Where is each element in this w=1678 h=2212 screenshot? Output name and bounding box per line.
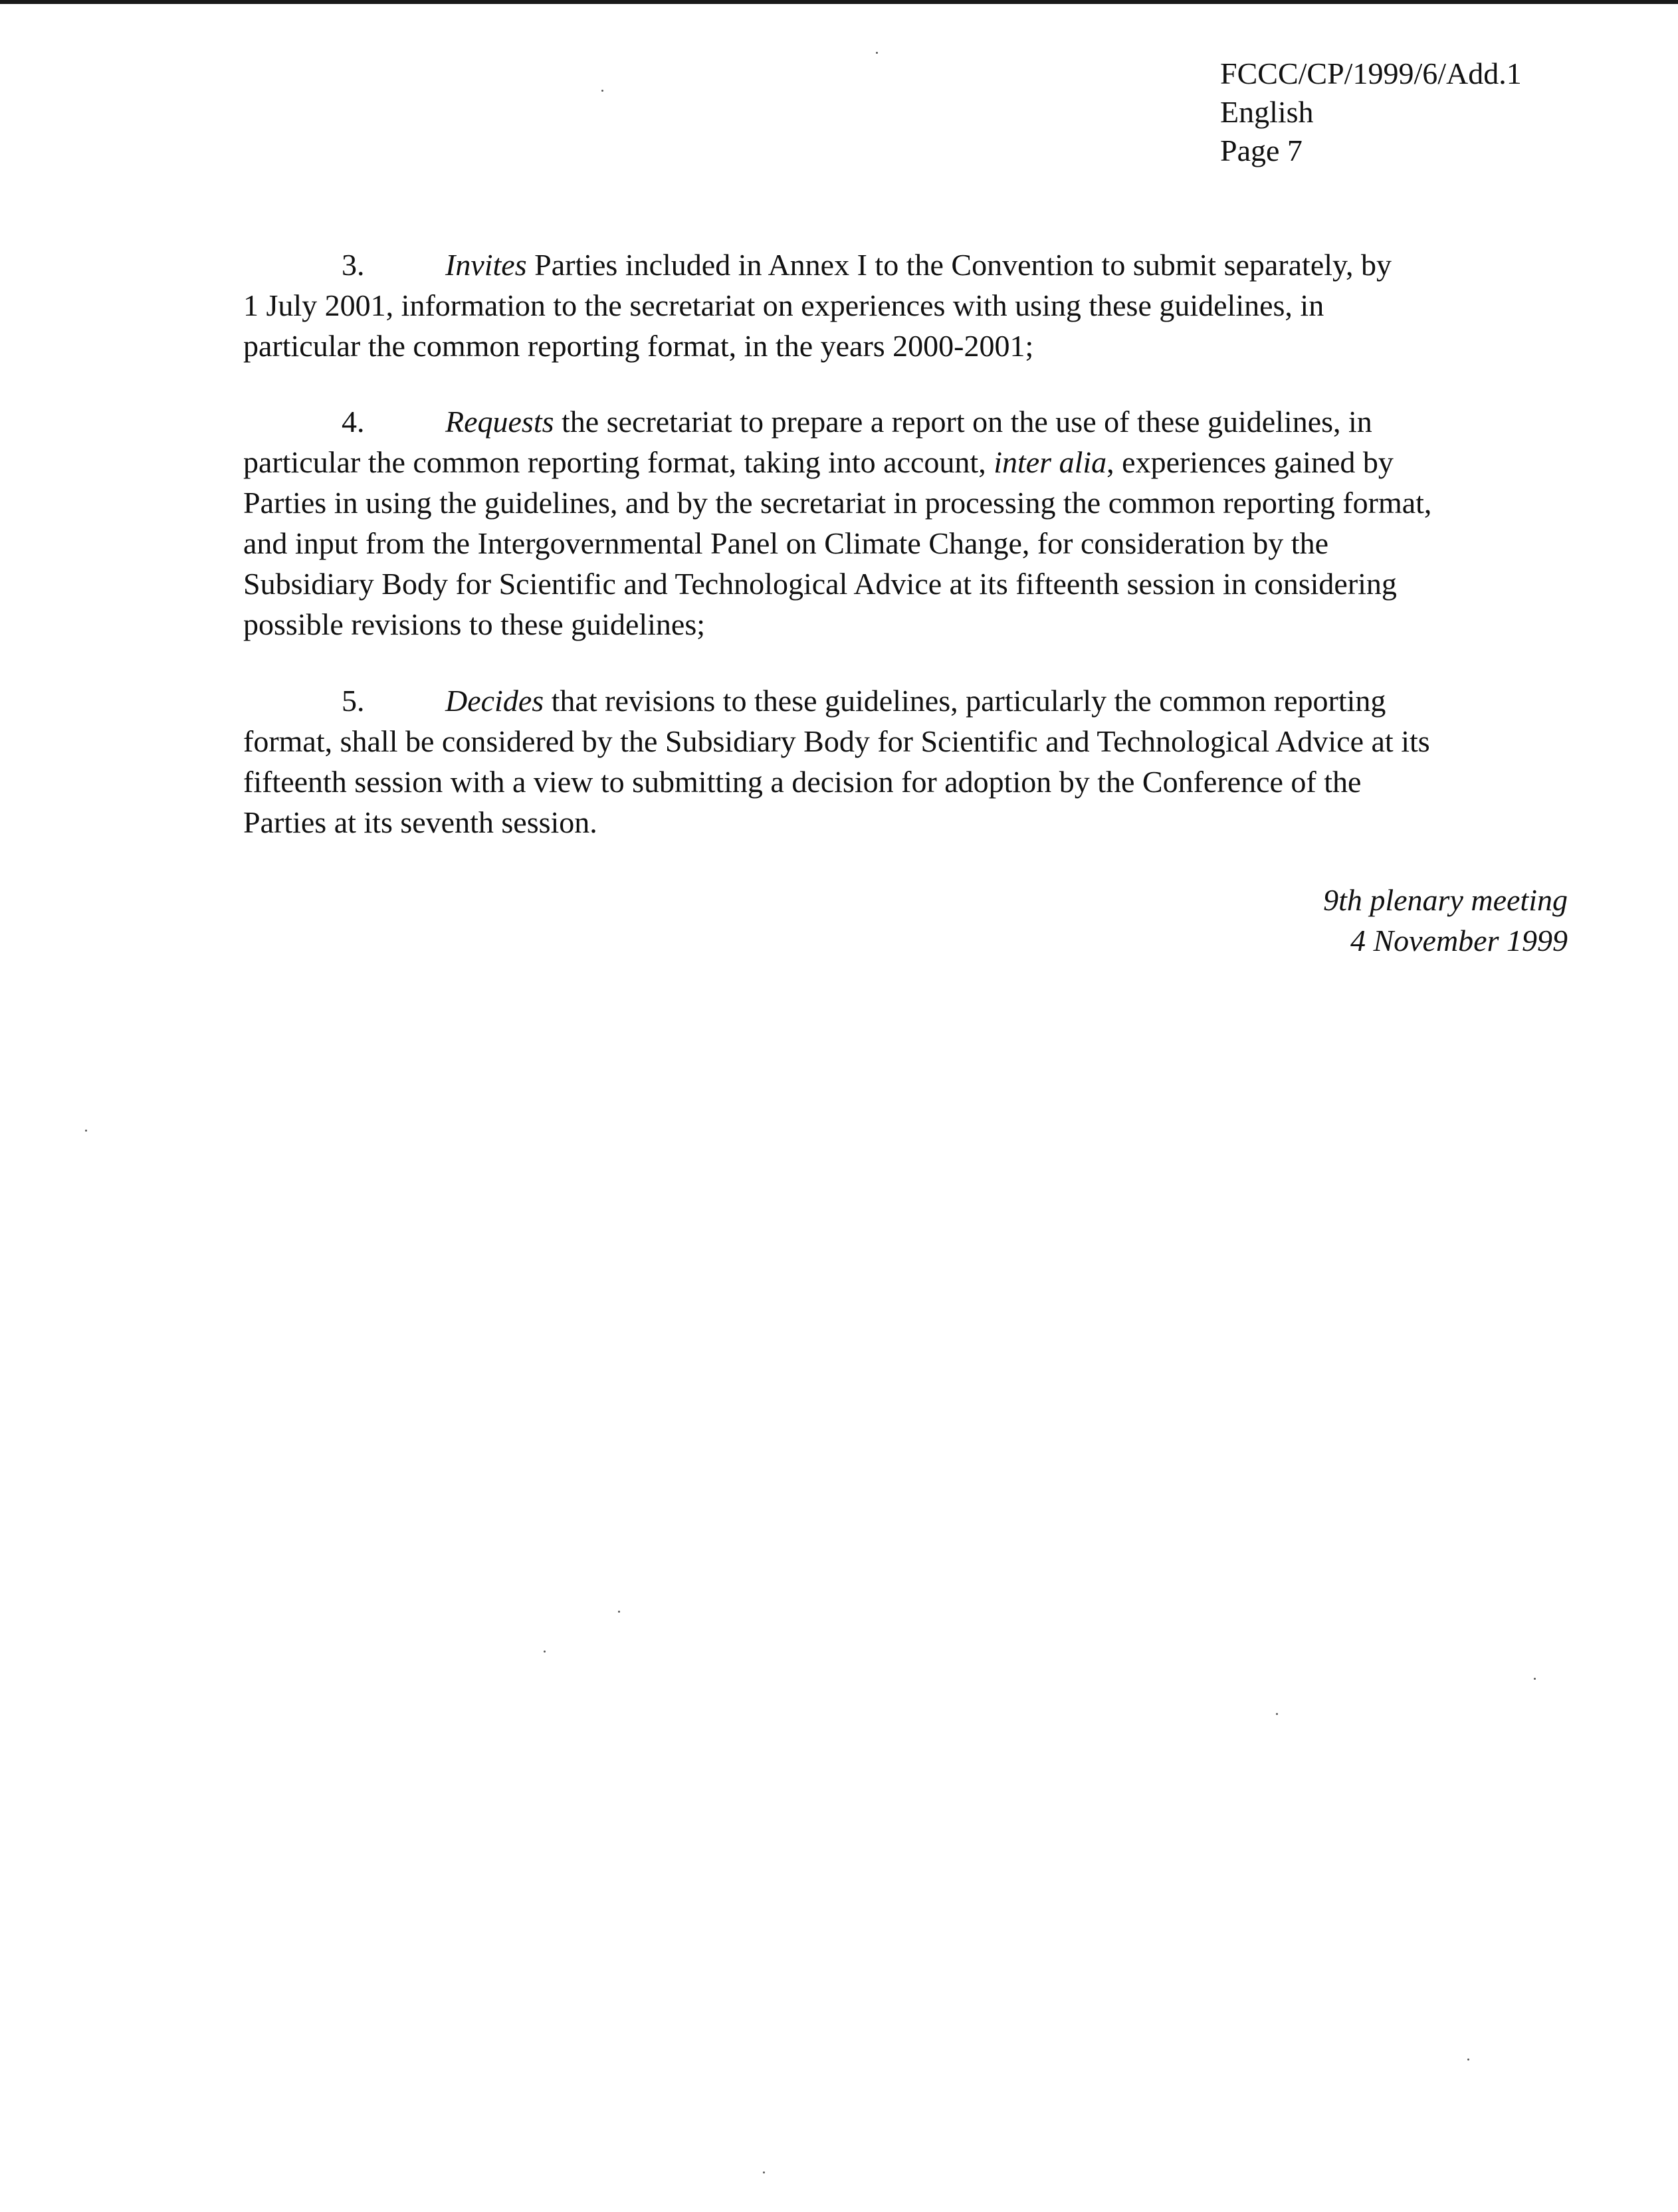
scan-speck <box>1276 1713 1278 1715</box>
paragraph-text: that revisions to these guidelines, particularly the common reporting <box>544 684 1386 718</box>
signature-block <box>1323 880 1568 961</box>
paragraph-line <box>243 680 1566 721</box>
meeting-date: 4 November 1999 <box>1350 924 1568 957</box>
paragraph-number: 5. <box>342 684 365 718</box>
paragraph-text: Parties included in Annex I to the Convention to submit separately, by <box>526 248 1392 282</box>
paragraph-line <box>243 442 1566 482</box>
paragraph-text: , experiences gained by <box>1106 445 1394 479</box>
latin-phrase: inter alia <box>994 445 1107 479</box>
paragraph-text: the secretariat to prepare a report on the use of these guidelines, in <box>554 405 1372 439</box>
paragraph-line: 1 July 2001, information to the secretariat on experiences with using these guidelines, in <box>243 288 1324 322</box>
scan-speck <box>763 2171 765 2173</box>
paragraph-number: 3. <box>342 248 365 282</box>
document-header <box>1220 54 1522 170</box>
paragraph-line <box>243 245 1566 285</box>
scan-speck <box>601 90 603 92</box>
operative-verb: Decides <box>445 684 544 718</box>
document-symbol: FCCC/CP/1999/6/Add.1 <box>1220 56 1522 90</box>
operative-verb: Requests <box>445 405 554 439</box>
paragraph-line: fifteenth session with a view to submitting a decision for adoption by the Conference of the <box>243 765 1362 799</box>
scan-speck <box>1467 2059 1469 2061</box>
paragraph-number: 4. <box>342 405 365 439</box>
paragraph-3 <box>243 245 1566 366</box>
page-top-edge <box>0 0 1678 4</box>
paragraph-line: Subsidiary Body for Scientific and Technological Advice at its fifteenth session in considering <box>243 567 1397 601</box>
scan-speck <box>876 52 878 54</box>
paragraph-text: particular the common reporting format, taking into account, <box>243 445 994 479</box>
operative-verb: Invites <box>445 248 527 282</box>
document-language: English <box>1220 95 1314 129</box>
paragraph-line: particular the common reporting format, in the years 2000-2001; <box>243 329 1034 363</box>
paragraph-line: Parties at its seventh session. <box>243 805 597 839</box>
scan-speck <box>85 1130 87 1132</box>
scan-speck <box>544 1651 546 1653</box>
page-number: Page 7 <box>1220 134 1303 167</box>
paragraph-line: possible revisions to these guidelines; <box>243 607 706 641</box>
scan-speck <box>618 1611 620 1613</box>
paragraph-line <box>243 401 1566 442</box>
paragraph-5 <box>243 680 1566 843</box>
scan-speck <box>1534 1678 1536 1680</box>
paragraph-4 <box>243 401 1566 645</box>
paragraph-line: format, shall be considered by the Subsidiary Body for Scientific and Technological Advice at its <box>243 724 1430 758</box>
meeting-label: 9th plenary meeting <box>1323 883 1568 917</box>
paragraph-line: and input from the Intergovernmental Panel on Climate Change, for consideration by the <box>243 526 1328 560</box>
paragraph-line: Parties in using the guidelines, and by the secretariat in processing the common reporting format, <box>243 486 1432 520</box>
